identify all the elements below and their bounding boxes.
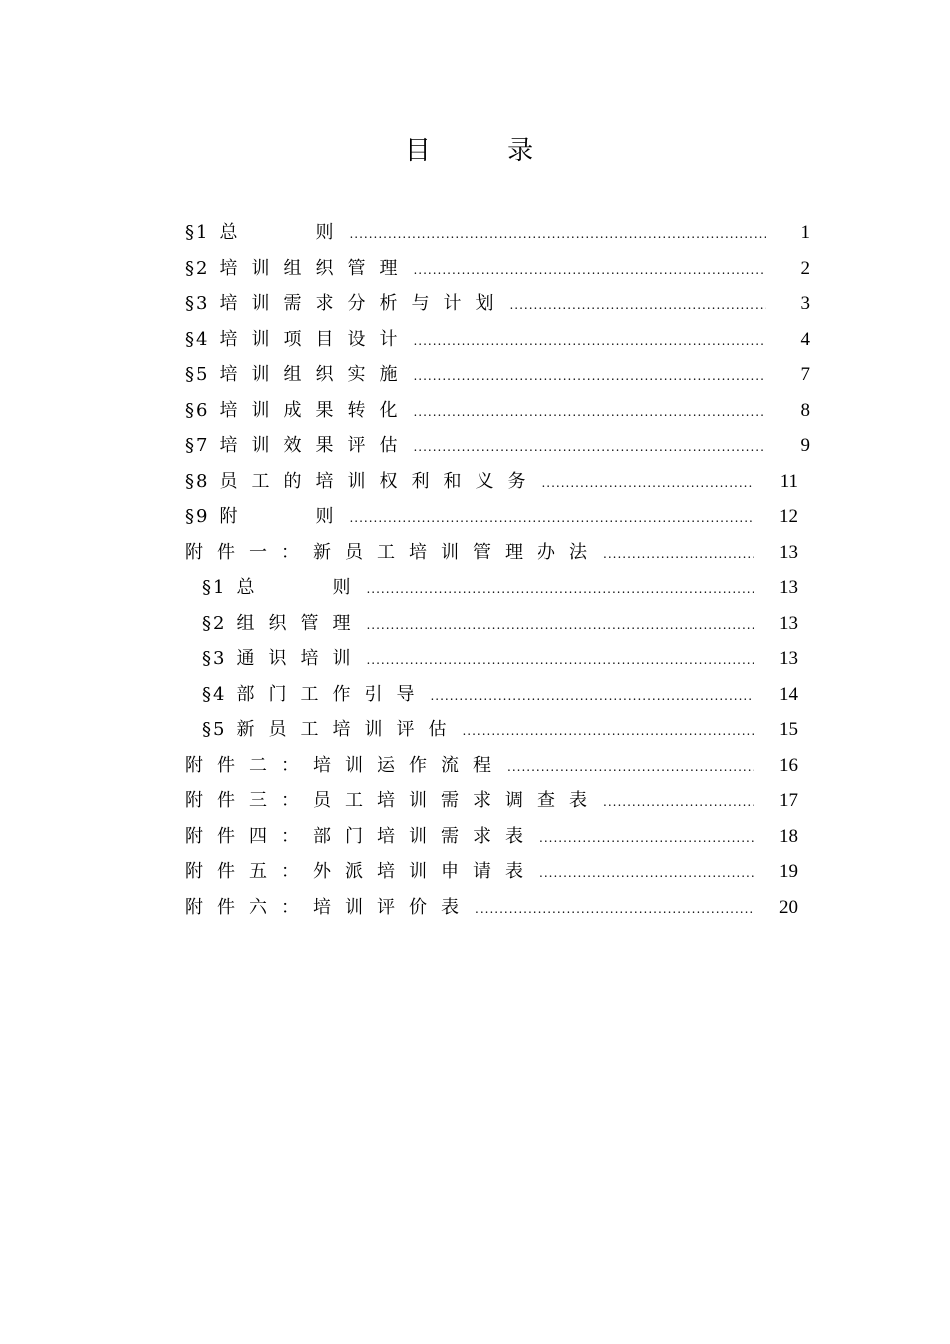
toc-page-number: 11 [779,470,798,492]
toc-entry-title: 培训组织管理 [219,257,412,279]
toc-page-number: 15 [779,719,798,740]
toc-entry-title: 组织管理 [236,612,365,634]
toc-entry-title: 部门工作引导 [236,683,429,705]
toc-page-number: 13 [779,577,798,598]
dot-leader [539,866,754,880]
dot-leader [541,476,754,490]
dot-leader [413,440,766,454]
toc-entry[interactable] [185,857,810,893]
toc-entry[interactable] [185,502,810,538]
toc-entry-title: 总 则 [219,222,348,243]
dot-leader [430,689,754,703]
toc-page-number: 20 [779,896,798,918]
dot-leader [366,653,754,667]
toc-entry-title: 总 则 [236,577,365,598]
toc-entry-title: 附件三：员工培训需求调查表 [185,790,601,811]
dot-leader [413,369,766,383]
toc-section-number: §9 [185,506,210,527]
dot-leader [603,795,754,809]
toc-page-number: 3 [800,293,810,314]
dot-leader [366,582,754,596]
toc-entry-title: 培训效果评估 [219,435,412,456]
dot-leader [413,405,766,419]
toc-page-number: 7 [800,364,810,385]
dot-leader [413,263,766,277]
toc-entry-title: 培训组织实施 [219,364,412,385]
toc-section-number: §1 [202,577,227,598]
toc-page-number: 13 [779,541,798,563]
toc-entry[interactable] [185,893,810,929]
toc-section-number: §5 [202,719,227,740]
toc-entry[interactable] [185,751,810,787]
toc-page-number: 16 [779,754,798,776]
dot-leader [366,618,754,632]
toc-section-number: §1 [185,222,210,243]
toc-section-number: §4 [202,683,227,705]
dot-leader [462,724,754,738]
toc-entry-title: 新员工培训评估 [236,719,461,740]
toc-subentry[interactable] [185,715,810,751]
toc-page-number: 13 [779,648,798,669]
toc-page-number: 8 [800,399,810,421]
dot-leader [349,511,754,525]
toc-entry[interactable] [185,360,810,396]
toc-page-number: 2 [800,257,810,279]
toc-page-number: 1 [800,222,810,243]
dot-leader [603,547,754,561]
toc-page-number: 18 [779,825,798,847]
toc-entry-title: 附件一：新员工培训管理办法 [185,541,601,563]
toc-entry[interactable] [185,289,810,325]
toc-subentry[interactable] [185,609,810,645]
toc-entry-title: 通识培训 [236,648,365,669]
toc-section-number: §7 [185,435,210,456]
toc-entry-title: 培训项目设计 [219,328,412,350]
toc-subentry[interactable] [185,644,810,680]
toc-page-number: 4 [800,328,810,350]
toc-entry-title: 附件六：培训评价表 [185,896,473,918]
toc-entry[interactable] [185,467,810,503]
toc-entry-title: 附 则 [219,506,348,527]
toc-section-number: §6 [185,399,210,421]
toc-entry[interactable] [185,396,810,432]
table-of-contents [185,218,810,928]
toc-entry-title: 培训成果转化 [219,399,412,421]
dot-leader [349,227,766,241]
toc-section-number: §2 [202,612,227,634]
toc-section-number: §2 [185,257,210,279]
toc-entry[interactable] [185,786,810,822]
toc-subentry[interactable] [185,573,810,609]
toc-entry-title: 附件四：部门培训需求表 [185,825,537,847]
toc-page-number: 13 [779,612,798,634]
toc-page-number: 19 [779,861,798,882]
toc-entry-title: 员工的培训权利和义务 [219,470,540,492]
toc-entry-title: 培训需求分析与计划 [219,293,508,314]
toc-section-number: §4 [185,328,210,350]
page-title: 目 录 [404,136,568,166]
dot-leader [413,334,766,348]
dot-leader [509,298,766,312]
toc-section-number: §8 [185,470,210,492]
dot-leader [539,831,754,845]
toc-page-number: 14 [779,683,798,705]
toc-page-number: 9 [800,435,810,456]
dot-leader [507,760,754,774]
toc-section-number: §3 [185,293,210,314]
toc-section-number: §3 [202,648,227,669]
toc-entry[interactable] [185,538,810,574]
toc-page-number: 12 [779,506,798,527]
toc-entry-title: 附件五：外派培训申请表 [185,861,537,882]
toc-entry[interactable] [185,218,810,254]
toc-entry-title: 附件二：培训运作流程 [185,754,505,776]
toc-section-number: §5 [185,364,210,385]
toc-entry[interactable] [185,325,810,361]
toc-entry[interactable] [185,431,810,467]
toc-subentry[interactable] [185,680,810,716]
toc-page-number: 17 [779,790,798,811]
toc-entry[interactable] [185,254,810,290]
toc-entry[interactable] [185,822,810,858]
dot-leader [475,902,754,916]
